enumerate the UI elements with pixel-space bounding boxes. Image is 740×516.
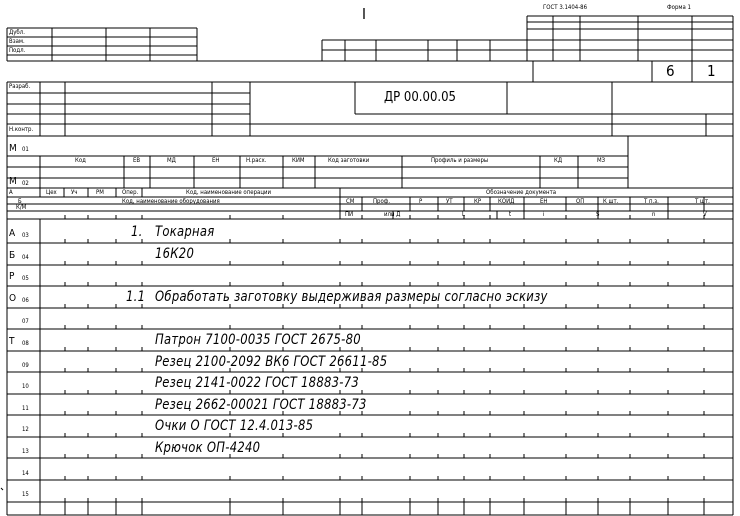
- hdr-b-op: ОП: [576, 198, 585, 205]
- row-number: 07: [22, 318, 29, 326]
- hdr-a-uch: Уч: [71, 189, 78, 196]
- row-number: 05: [22, 275, 29, 283]
- hdr-b-r: Р: [419, 198, 423, 205]
- hdr-k-l: L: [462, 211, 466, 218]
- m01-label-ev: ЕВ: [133, 157, 141, 164]
- m01-label-kod: Код: [75, 157, 86, 164]
- hdr-b-ut: УТ: [446, 198, 453, 205]
- row-text: Обработать заготовку выдерживая размеры согласно эскизу: [155, 288, 548, 305]
- m01-label-kd: КД: [554, 157, 563, 164]
- hdr-b-t-sht: Т шт.: [695, 198, 710, 205]
- dubl-label: Дубл.: [9, 29, 25, 36]
- hdr-a-kod-oper: Код, наименование операции: [186, 189, 272, 196]
- row-text: Крючок ОП-4240: [155, 440, 261, 456]
- gost-label: ГОСТ 3.1404-86: [543, 4, 588, 11]
- hdr-b-en: ЕН: [540, 198, 548, 205]
- hdr-k-i: i: [543, 211, 545, 218]
- hdr-a-rm: РМ: [96, 189, 104, 196]
- hdr-b-prof: Проф.: [373, 198, 391, 205]
- row-number: 04: [22, 253, 29, 261]
- row-number: 10: [22, 383, 29, 391]
- m01-num: 01: [22, 146, 29, 153]
- hdr-b-t-pz: Т п.з.: [644, 198, 659, 205]
- razrab-label: Разраб.: [9, 83, 31, 90]
- m01-label-mz: МЗ: [597, 157, 606, 164]
- row-number: 15: [22, 491, 29, 499]
- hdr-k-n: n: [652, 211, 656, 218]
- hdr-k-v: V: [703, 211, 707, 218]
- m01-label-md: МД: [167, 157, 176, 164]
- row-prefix: А: [9, 228, 16, 239]
- m01-label-nrash: Н.расх.: [246, 157, 267, 164]
- row-number: 11: [22, 404, 29, 412]
- m01-label-en: ЕН: [212, 157, 220, 164]
- row-prefix: О: [9, 292, 17, 304]
- hdr-b-k-sht: К шт.: [603, 198, 619, 205]
- sheet-number: 1: [707, 62, 716, 80]
- row-text: Резец 2100-2092 ВК6 ГОСТ 26611-85: [155, 353, 388, 370]
- form-label: Форма 1: [667, 4, 691, 11]
- m01-label-kim: КИМ: [292, 157, 305, 164]
- roman-mark: I: [362, 5, 366, 23]
- hdr-b-prefix: Б: [18, 198, 22, 205]
- hdr-k-pi: ПИ: [345, 211, 354, 218]
- hdr-k-t: t: [509, 211, 512, 218]
- hdr-b-kr: КР: [474, 198, 482, 205]
- row-text: Резец 2662-00021 ГОСТ 18883-73: [155, 396, 367, 413]
- row-number: 08: [22, 340, 29, 347]
- hdr-a-oboz-doc: Обозначение документа: [486, 189, 557, 196]
- hdr-a-ceh: Цех: [46, 189, 57, 196]
- row-operation-number: 1.: [131, 224, 143, 240]
- row-number: 14: [22, 469, 29, 477]
- m01-label-kod-zag: Код заготовки: [328, 157, 370, 164]
- row-text: Очки О ГОСТ 12.4.013-85: [155, 418, 314, 435]
- hdr-k-ili-d: или Д: [384, 211, 401, 218]
- row-operation-number: 1.1: [126, 288, 146, 305]
- hdr-a-prefix: А: [9, 189, 13, 196]
- row-number: 03: [22, 232, 29, 239]
- row-prefix: Т: [9, 336, 15, 347]
- hdr-b-kod-obor: Код, наименование оборудования: [122, 198, 220, 205]
- m01-prefix: М: [9, 143, 17, 154]
- row-number: 13: [22, 448, 29, 455]
- row-text: Резец 2141-0022 ГОСТ 18883-73: [155, 375, 360, 392]
- row-number: 09: [22, 361, 29, 369]
- hdr-b-koid: КОИД: [498, 198, 515, 205]
- nkontr-label: Н.контр.: [9, 126, 34, 133]
- podl-label: Подл.: [9, 47, 26, 54]
- m01-label-profil: Профиль и размеры: [431, 157, 489, 164]
- row-text: 16К20: [155, 245, 195, 262]
- hdr-a-oper: Опер.: [122, 189, 139, 196]
- row-text: Токарная: [155, 224, 215, 240]
- m02-num: 02: [22, 180, 29, 187]
- vzam-label: Взам.: [9, 38, 25, 45]
- hdr-b-sm: СМ: [346, 198, 355, 205]
- row-prefix: Б: [9, 249, 16, 261]
- row-prefix: Р: [9, 271, 15, 283]
- row-text: Патрон 7100-0035 ГОСТ 2675-80: [155, 332, 361, 348]
- row-number: 06: [22, 296, 29, 304]
- document-code: ДР 00.00.05: [384, 90, 456, 105]
- m02-prefix: М: [9, 176, 17, 187]
- hdr-k-s: S: [596, 211, 600, 218]
- sheets-total: 6: [666, 62, 675, 80]
- row-number: 12: [22, 426, 29, 434]
- hdr-k-prefix: К/М: [16, 204, 27, 211]
